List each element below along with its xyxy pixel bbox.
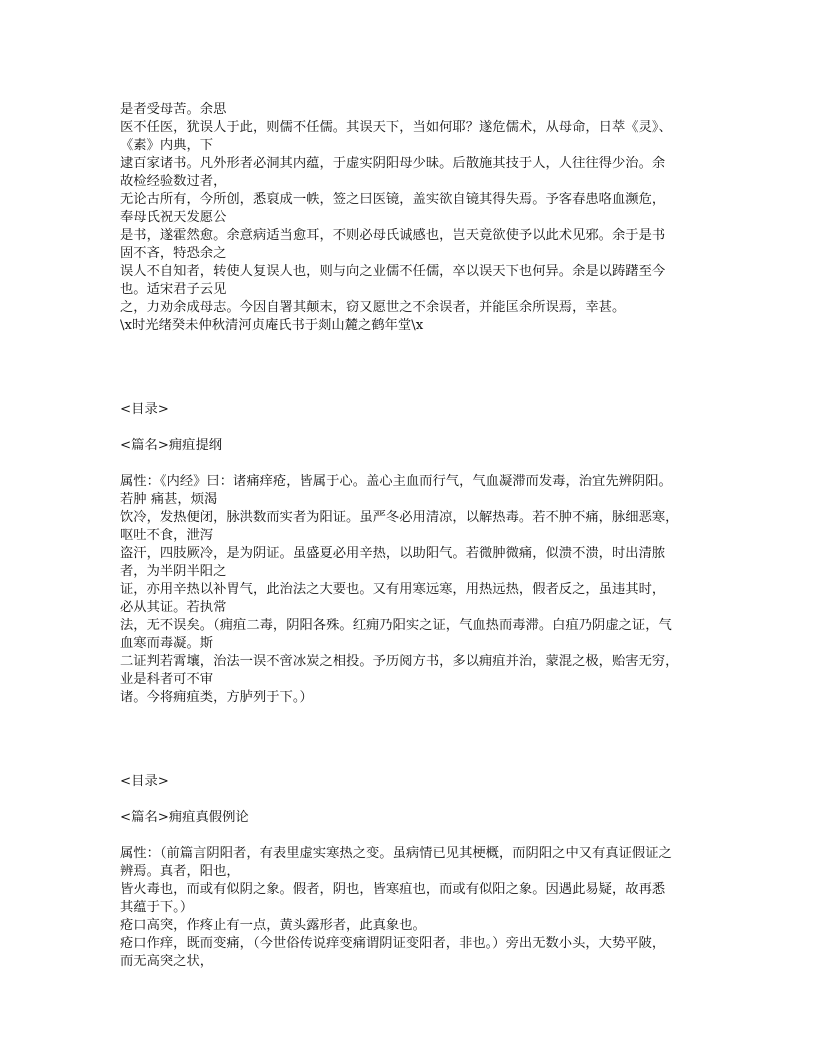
text-line: 盗汗，四肢厥冷，是为阴证。虽盛夏必用辛热，以助阳气。若微肿微痛，似溃不溃，时出清脓: [120, 546, 666, 561]
text-line: 血寒而毒凝。斯: [120, 636, 214, 651]
text-line: 固不吝，特恐余之: [120, 246, 227, 261]
text-line: 法，无不误矣。（痈疽二毒，阴阳各殊。红痈乃阳实之证，气血热而毒滞。白疽乃阴虚之证，气: [120, 618, 672, 633]
text-line: 故检经验数过者，: [120, 174, 227, 189]
text-line: 《素》内典，下: [120, 138, 214, 153]
text-line: 证，亦用辛热以补胃气，此治法之大要也。又有用寒远寒，用热远热，假者反之，虽违其时，: [120, 582, 666, 597]
text-line: 医不任医，犹误人于此，则儒不任儒。其误天下，当如何耶？遂危儒术，从母命，日萃《灵》、: [120, 120, 672, 135]
text-line: 辨焉。真者，阳也，: [120, 864, 240, 879]
text-line: 诸。今将痈疽类，方胪列于下。）: [120, 690, 313, 705]
title-text: 痈疽提纲: [168, 438, 223, 453]
spacer: [120, 791, 700, 809]
title-tag: <篇名>: [120, 810, 169, 825]
text-line: 奉母氏祝天发愿公: [120, 210, 227, 225]
spacer: [120, 335, 700, 401]
text-line: 也。适宋君子云见: [120, 282, 227, 297]
spacer: [120, 455, 700, 473]
text-line: 无论古所有，今所创，悉裒成一帙，签之曰医镜，盖实欲自镜其得失焉。予客春患咯血濒危，: [120, 192, 666, 207]
text-line: 逮百家诸书。凡外形者必洞其内蕴，于虚实阴阳母少昧。后散施其技于人，人往往得少治。余: [120, 156, 666, 171]
text-line: \x时光绪癸未仲秋清河贞庵氏书于剡山麓之鹤年堂\x: [120, 318, 424, 333]
spacer: [120, 707, 700, 773]
text-line: 疮口作痒，既而变痛，（今世俗传说痒变痛谓阴证变阳者，非也。）旁出无数小头，大势平陂，: [120, 936, 666, 951]
section-title: [120, 809, 700, 827]
section-title: [120, 437, 700, 455]
text-line: 其蕴于下。）: [120, 900, 194, 915]
text-line: 之，力劝余成母志。今因自署其颠末，窃又愿世之不余误者，并能匡余所误焉，幸甚。: [120, 300, 626, 315]
text-line: 疮口高突，作疼止有一点，黄头露形者，此真象也。: [120, 918, 426, 933]
toc-marker: <目录>: [120, 402, 169, 417]
text-line: 者，为半阴半阳之: [120, 564, 227, 579]
toc-marker: <目录>: [120, 774, 169, 789]
section-1: [120, 401, 700, 707]
title-tag: <篇名>: [120, 438, 169, 453]
spacer: [120, 827, 700, 845]
text-line: 是书，遂霍然愈。余意病适当愈耳，不则必母氏诚感也，岂天竟欲使予以此术见邪。余于是书: [120, 228, 666, 243]
document-page: [120, 101, 700, 971]
section-2: [120, 773, 700, 971]
text-line: 属性：（前篇言阴阳者，有表里虚实寒热之变。虽病情已见其梗概，而阴阳之中又有真证假证之: [120, 846, 672, 861]
text-line: 而无高突之状，: [120, 954, 214, 969]
text-line: 皆火毒也，而或有似阴之象。假者，阴也，皆寒疽也，而或有似阳之象。因遇此易疑，故再悉: [120, 882, 666, 897]
text-line: 误人不自知者，转使人复误人也，则与向之业儒不任儒，卒以误天下也何异。余是以踌躇至今: [120, 264, 666, 279]
title-text: 痈疽真假例论: [168, 810, 249, 825]
spacer: [120, 419, 700, 437]
preface-block: [120, 101, 700, 335]
text-line: 饮冷，发热便闭，脉洪数而实者为阳证。虽严冬必用清凉，以解热毒。若不肿不痛，脉细恶寒，: [120, 510, 679, 525]
text-line: 若肿 痛甚，烦渴: [120, 492, 218, 507]
text-line: 属性：《内经》曰：诸痛痒疮，皆属于心。盖心主血而行气，气血凝滞而发毒，治宜先辨阴阳。: [120, 474, 672, 489]
text-line: 呕吐不食，泄泻: [120, 528, 214, 543]
text-line: 是者受母苦。余思: [120, 102, 227, 117]
text-line: 二证判若霄壤，治法一误不啻冰炭之相投。予历阅方书，多以痈疽并治，蒙混之极，贻害无穷，: [120, 654, 679, 669]
text-line: 业是科者可不审: [120, 672, 214, 687]
text-line: 必从其证。若执常: [120, 600, 227, 615]
